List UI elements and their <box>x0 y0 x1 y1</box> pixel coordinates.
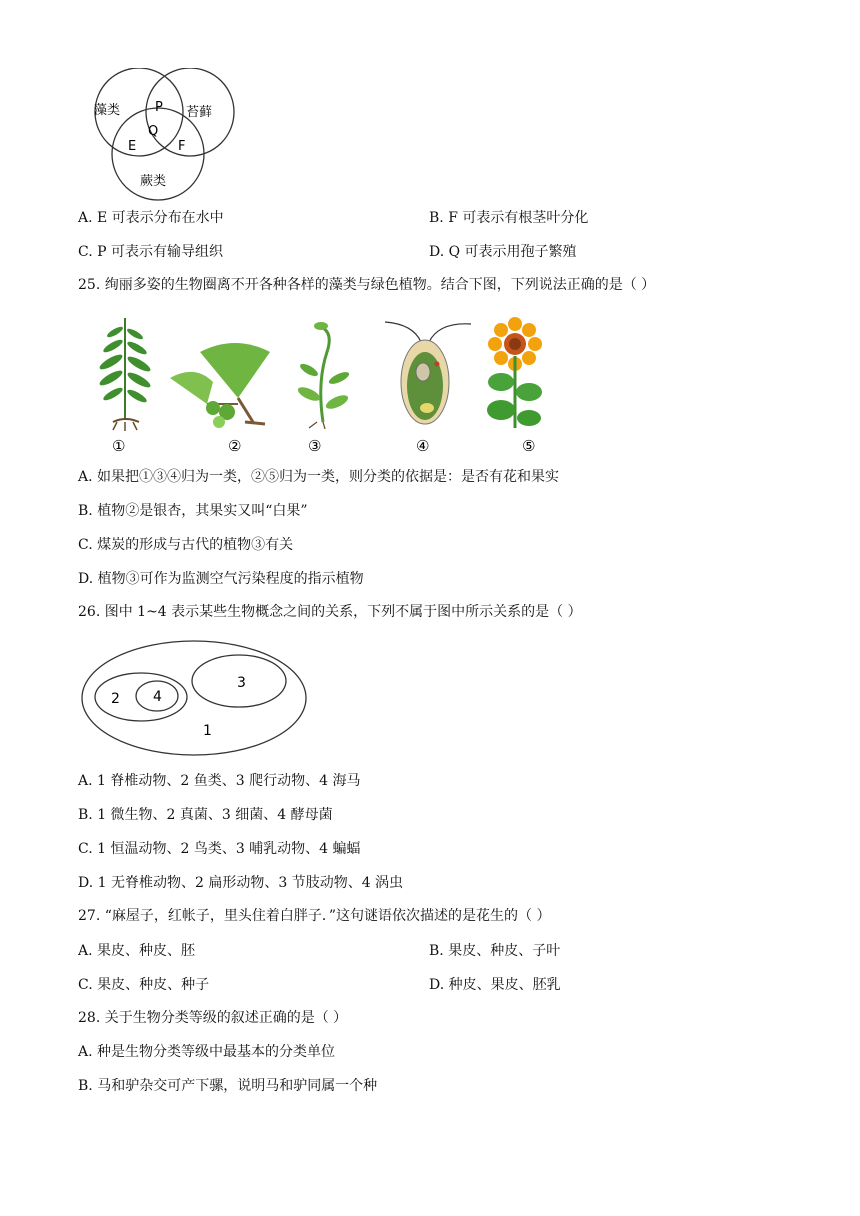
q25-option-a[interactable]: A. 如果把①③④归为一类，②⑤归为一类，则分类的依据是：是否有花和果实 <box>78 469 560 485</box>
moss-label: 苔藓 <box>186 105 213 120</box>
q28-stem: 28. 关于生物分类等级的叙述正确的是（ ） <box>78 1010 348 1026</box>
figure-number-2: ② <box>228 437 242 455</box>
q27-stem: 27. “麻屋子，红帐子，里头住着白胖子．”这句谜语依次描述的是花生的（ ） <box>78 908 551 924</box>
q25-option-b[interactable]: B. 植物②是银杏，其果实又叫“白果” <box>78 503 308 519</box>
concept-ellipse-diagram <box>80 638 312 758</box>
figure-number-1: ① <box>112 437 126 455</box>
venn-diagram <box>78 68 243 203</box>
q28-option-a[interactable]: A. 种是生物分类等级中最基本的分类单位 <box>78 1044 336 1060</box>
q24-option-c[interactable]: C. P 可表示有输导组织 <box>78 244 223 260</box>
figure-number-3: ③ <box>308 437 322 455</box>
region-f-label: F <box>178 139 186 154</box>
q25-option-d[interactable]: D. 植物③可作为监测空气污染程度的指示植物 <box>78 571 364 587</box>
q26-option-b[interactable]: B. 1 微生物、2 真菌、3 细菌、4 酵母菌 <box>78 807 333 823</box>
diagram-label-4: 4 <box>153 689 162 705</box>
q24-option-b[interactable]: B. F 可表示有根茎叶分化 <box>429 210 589 226</box>
fern-label: 蕨类 <box>140 174 167 189</box>
sunflower-image <box>487 317 542 428</box>
q26-option-a[interactable]: A. 1 脊椎动物、2 鱼类、3 爬行动物、4 海马 <box>78 773 361 789</box>
q25-plant-figure <box>95 312 570 458</box>
q27-option-d[interactable]: D. 种皮、果皮、胚乳 <box>429 977 561 993</box>
figure-number-5: ⑤ <box>522 437 536 455</box>
chlamydomonas-image <box>385 322 471 424</box>
algae-label: 藻类 <box>94 103 121 118</box>
q25-option-c[interactable]: C. 煤炭的形成与古代的植物③有关 <box>78 537 294 553</box>
q26-stem: 26. 图中 1~4 表示某些生物概念之间的关系，下列不属于图中所示关系的是（ ） <box>78 604 582 620</box>
fern-plant-image <box>98 318 153 431</box>
q26-option-d[interactable]: D. 1 无脊椎动物、2 扁形动物、3 节肢动物、4 涡虫 <box>78 875 404 891</box>
ginkgo-plant-image <box>170 343 270 428</box>
q28-option-b[interactable]: B. 马和驴杂交可产下骡，说明马和驴同属一个种 <box>78 1078 378 1094</box>
q26-option-c[interactable]: C. 1 恒温动物、2 鸟类、3 哺乳动物、4 蝙蝠 <box>78 841 361 857</box>
region-q-label: Q <box>148 124 159 139</box>
q24-option-a[interactable]: A. E 可表示分布在水中 <box>78 210 224 226</box>
q24-option-d[interactable]: D. Q 可表示用孢子繁殖 <box>429 244 577 260</box>
figure-number-4: ④ <box>416 437 430 455</box>
q27-option-c[interactable]: C. 果皮、种皮、种子 <box>78 977 210 993</box>
q27-option-a[interactable]: A. 果皮、种皮、胚 <box>78 943 196 959</box>
ellipse-2 <box>95 673 187 721</box>
region-e-label: E <box>128 139 137 154</box>
region-p-label: P <box>155 100 163 115</box>
diagram-label-1: 1 <box>203 723 212 739</box>
diagram-label-2: 2 <box>111 691 120 707</box>
diagram-label-3: 3 <box>237 675 246 691</box>
seedling-plant-image <box>296 322 351 429</box>
q27-option-b[interactable]: B. 果皮、种皮、子叶 <box>429 943 561 959</box>
q25-stem: 25. 绚丽多姿的生物圈离不开各种各样的藻类与绿色植物。结合下图，下列说法正确的是（ ） <box>78 277 656 293</box>
